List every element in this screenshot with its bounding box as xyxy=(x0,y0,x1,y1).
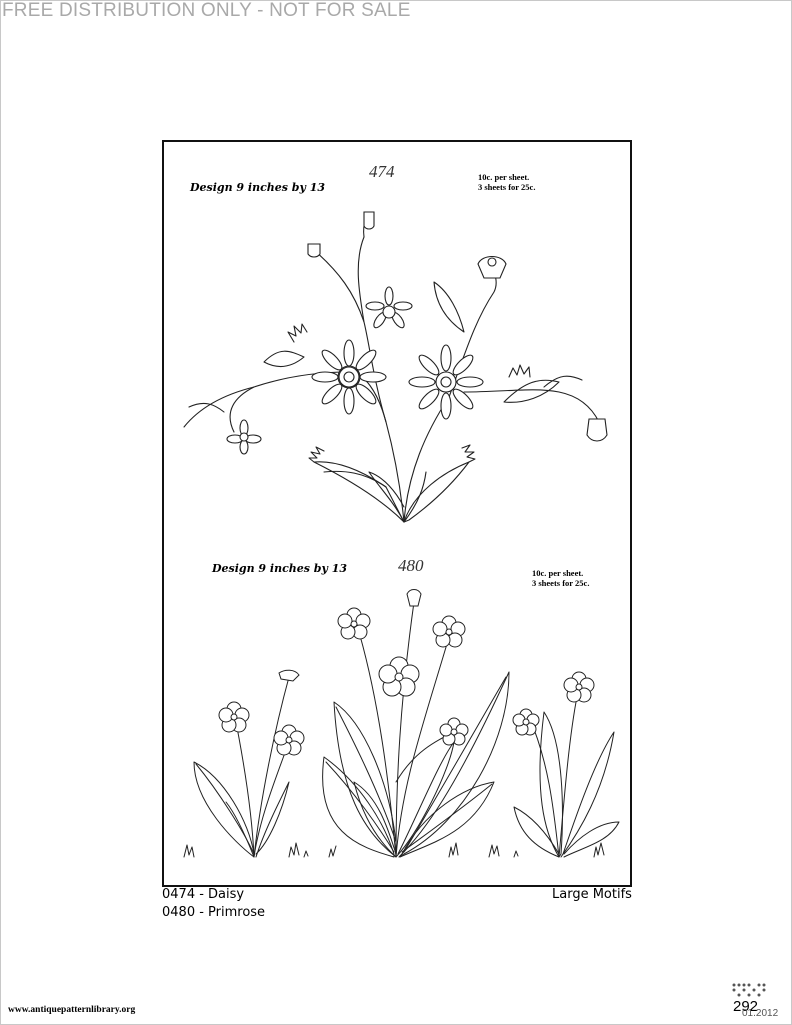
caption-daisy: 0474 - Daisy xyxy=(162,887,245,902)
primrose-price-line2: 3 sheets for 25c. xyxy=(532,578,590,588)
watermark-text: FREE DISTRIBUTION ONLY - NOT FOR SALE xyxy=(2,0,411,21)
library-logo-icon xyxy=(732,983,768,997)
daisy-design-size: Design 9 inches by 13 xyxy=(190,181,326,194)
page-number: 292 xyxy=(733,998,759,1015)
caption-primrose: 0480 - Primrose xyxy=(162,905,266,920)
daisy-price-line2: 3 sheets for 25c. xyxy=(478,182,536,192)
primrose-pattern-number: 480 xyxy=(398,556,424,575)
footer-url: www.antiquepatternlibrary.org xyxy=(8,1005,136,1015)
caption-category: Large Motifs xyxy=(552,887,632,902)
primrose-design-size: Design 9 inches by 13 xyxy=(212,562,348,575)
daisy-pattern-number: 474 xyxy=(369,162,395,181)
pattern-plate xyxy=(162,140,632,887)
daisy-price-line1: 10c. per sheet. xyxy=(478,172,530,182)
footer-date: 01.2012 xyxy=(742,1008,779,1019)
primrose-price-line1: 10c. per sheet. xyxy=(532,568,584,578)
primrose-illustration xyxy=(164,142,630,885)
